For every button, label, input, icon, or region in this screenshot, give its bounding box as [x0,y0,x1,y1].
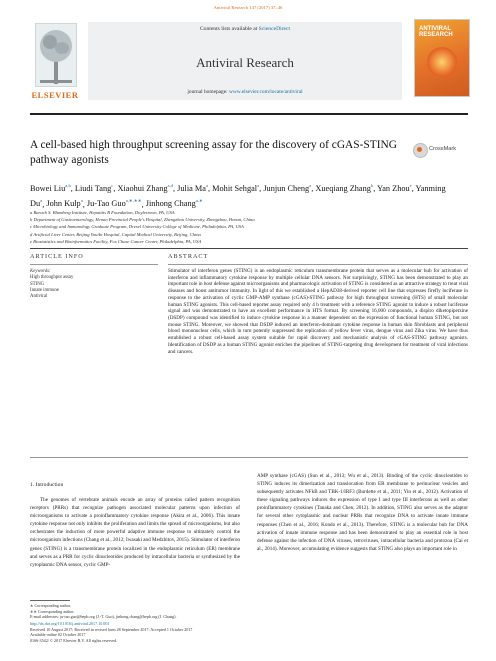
author-list: Bowei Liu$^{a,b}$, Liudi Tang$^c$, Xiaohui Zhang$^{a,d}$, Julia Ma$^a$, Mohit Sehgal$^a$, Junjun Cheng$^a$, Xueqiang Zhang$^b$, Yan Zhou$^e$, Yanming Du$^a$, John Kulp$^a$, Ju-Tao Guo$^{a,∗,∗∗}$, Jinhong Chang$^{a,∗}$ [30,183,446,209]
available-online: Available online 02 October 2017 [30,632,86,638]
contents-prefix: Contents lists available at [199,26,258,32]
footnote-divider [30,600,70,601]
homepage-prefix: journal homepage: [187,89,228,95]
affiliation: c Microbiology and Immunology Graduate Program, Drexel University College of Medicine, Philadelphia, PA, USA [30,224,244,230]
author[interactable]: Jinhong Chang$^{a,∗}$ [145,198,203,209]
section-heading: 1. Introduction [30,482,64,488]
abstract-heading: ABSTRACT [168,253,209,260]
keywords-label: Keywords: [30,269,51,274]
author[interactable]: Ju-Tao Guo$^{a,∗,∗∗}$ [86,198,142,209]
cover-title: ANTIVIRAL RESEARCH [419,26,453,39]
article-title: A cell-based high throughput screening assay for the discovery of cGAS-STING pathway agonists [30,139,397,166]
email-footnote[interactable]: E-mail addresses: ju-tao.guo@hepb.org (J.-T. Guo), jinhong.chang@hepb.org (J. Chang). [30,614,177,619]
abstract-text: Stimulator of interferon genes (STING) is an endoplasmic reticulum transmembrane protein that serves as a molecular hub for activation of interferon and inflammatory cytokine response by multiple cellular DNA sensors. Not surprisingly, STING has been demonstrated to play an important role in host defense against microorganisms and pharmacologic activation of STING is considered as an attractive strategy to treat viral diseases and boost antitumor immunity. In light of this we established a HepAD38-derived reporter cell line that expresses firefly luciferase in response to the activation of cyclic GMP-AMP synthase (cGAS)-STING pathway for high throughput screening (HTS) of small molecular human STING agonists. This cell-based reporter assay required only 4 h treatment with a reference STING agonist to induce a robust luciferase signal and was demonstrated to have an excellent performance in HTS format. By screening 16,000 compounds, a dispiro diketopiperzine (DSDP) compound was identified to induce cytokine response in a manner dependent on the expression of functional human STING, but not mouse STING. Moreover, we showed that DSDP induced an interferon-dominant cytokine response in human skin fibroblasts and peripheral blood mononuclear cells, which in turn potently suppressed the replication of yellow fever virus, dengue virus and Zika virus. We have thus established a robust cell-based assay system suitable for rapid discovery and mechanistic analysis of cGAS-STING pathway agonists. Identification of DSDP as a human STING agonist enriches the pipelines of STING-targeting drug development for treatment of viral infections and cancers. [168,268,468,355]
author[interactable]: Mohit Sehgal$^a$ [212,183,260,193]
author[interactable]: Yanming Du$^a$ [30,183,446,209]
virus-icon [427,47,457,77]
affiliation: a Baruch S. Blumberg Institute, Hepatitis B Foundation, Doylestown, PA, USA [30,210,175,215]
keyword: Antiviral [30,294,48,300]
publisher-name: ELSEVIER [31,90,79,100]
publisher-logo[interactable] [30,19,80,103]
keyword: Innate immune [30,287,59,293]
body-paragraph: The genomes of vertebrate animals encode an array of proteins called pattern recognition receptors (PRRs) that recognize pathogen associated molecular patterns upon infection of microorganisms to activate a proinflammatory cytokine response (Akira et al., 2006). This innate cytokine response not only inhibits the proliferation and limits the spread of microorganisms, but also orchestrates the induction of more powerful adaptive immune response to ultimately control the microorganism infections (Chang et al., 2012; Iwasaki and Medzhitov, 2015). Stimulator of interferon genes (STING) is a transmembrane protein localized in the endoplasmic reticulum (ER) membrane and serves as a PRR for cyclic dinucleotides produced by intracellular bacteria or synthesized by the cytoplasmic DNA sensor, cyclic GMP- [30,497,240,568]
footnote: ∗ Corresponding author. [30,603,72,608]
footnotes [30,600,270,620]
author[interactable]: John Kulp$^a$ [46,198,83,209]
crossmark-label: CrossMark [429,146,457,152]
contents-line [88,26,402,32]
author[interactable]: Xueqiang Zhang$^b$ [315,183,374,193]
journal-homepage [88,89,402,95]
affiliation: e Biostatistics and Bioinformatics Facility, Fox Chase Cancer Center, Philadelphia, PA, USA [30,238,202,244]
author[interactable]: Liudi Tang$^c$ [74,183,114,193]
keyword: High throughput assay [30,275,74,281]
abstract-divider [168,264,468,265]
affiliation: d Artificial Liver Center, Beijing YouAn Hospital, Capital Medical University, Beijing, China [30,231,201,237]
body-paragraph: AMP synthase (cGAS) (Sun et al., 2013; Wu et al., 2013). Binding of the cyclic dinucleotides to STING induces its dimerization and translocation from ER membrane to perinuclear vesicles and subsequently activates NFkB and TBK-1/IRF3 (Burdette et al., 2011; Yin et al., 2012). Activation of these signaling pathways induces the expression of type I and type III interferons as well as other proinflammatory cytokines (Tanaka and Chen, 2012). In addition, STING also serves as the adaptor for several other cytoplasmic and nuclear PRRs that recognize DNA to activate innate immune responses (Chen et al., 2016; Kondo et al., 2013). Therefore, STING is a molecular hub for DNA activation of innate immune response and has been demonstrated to play an essential role in host defense against the infection of DNA viruses, retroviruses, intracellular bacteria and protozoa (Cai et al., 2014). Moreover, accumulating evidence suggests that STING also plays an important role in [257,473,468,552]
journal-banner [88,22,402,100]
homepage-link[interactable]: www.elsevier.com/locate/antiviral [229,89,303,95]
author[interactable]: Yan Zhou$^e$ [377,183,412,193]
section-divider [30,248,468,249]
journal-title: Antiviral Research [196,55,294,70]
journal-header [30,19,468,111]
abstract-bottom-divider [30,457,468,458]
crossmark-badge[interactable] [413,142,468,158]
doi-link[interactable]: http://dx.doi.org/10.1016/j.antiviral.2017.10.001 [30,621,110,626]
received-dates: Received 10 August 2017; Received in revised form 28 September 2017; Accepted 1 October 2017 [30,626,193,632]
journal-reference[interactable]: Antiviral Research 147 (2017) 37–46 [213,5,283,10]
article-meta [30,621,330,644]
journal-cover-image [414,19,470,97]
author[interactable]: Xiaohui Zhang$^{a,d}$ [117,183,173,193]
keywords-block [30,269,158,300]
body-column-right [257,472,468,553]
sciencedirect-link[interactable]: ScienceDirect [258,26,291,32]
affiliation: b Department of Gastroenterology, Henan Provincial People's Hospital, Zhengzhou University, Zhengzhou, Henan, China [30,217,255,223]
elsevier-tree-icon [35,23,77,87]
keyword: STING [30,281,45,287]
author[interactable]: Bowei Liu$^{a,b}$ [30,183,71,193]
author[interactable]: Julia Ma$^a$ [177,183,208,193]
copyright: 0166-3542/ © 2017 Elsevier B.V. All rights reserved. [30,638,118,644]
article-info-divider [30,264,158,265]
affiliation-list [30,209,460,245]
body-column-left [30,482,240,569]
article-info-heading: ARTICLE INFO [30,253,84,260]
author[interactable]: Junjun Cheng$^a$ [263,183,312,193]
crossmark-icon [413,143,428,158]
header-divider [30,113,468,115]
footnote: ∗∗ Corresponding author. [30,608,75,614]
